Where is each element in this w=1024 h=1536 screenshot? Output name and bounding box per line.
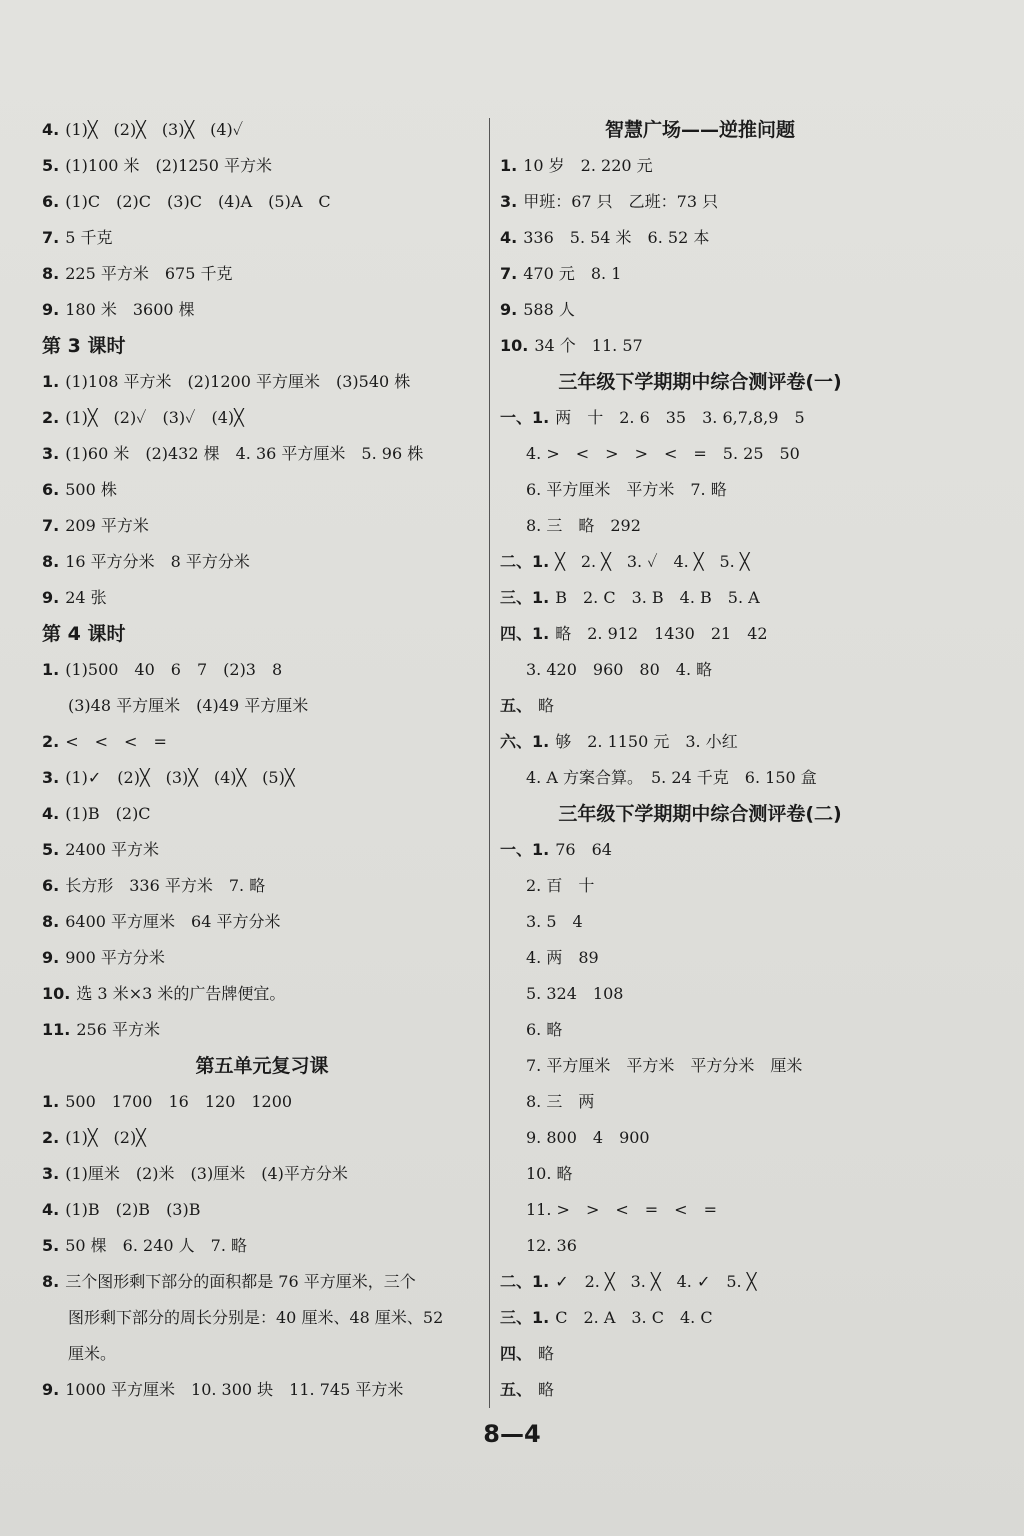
answer-line (500, 1264, 900, 1300)
section-heading: 三年级下学期期中综合测评卷(一) (558, 371, 842, 393)
answer-line (42, 112, 482, 148)
answer-line (42, 1012, 482, 1048)
answer-line (500, 256, 900, 292)
question-number: 5. (42, 840, 60, 859)
answer-line (42, 940, 482, 976)
question-number: 11. (42, 1020, 71, 1039)
answer-text: 选 3 米×3 米的广告牌便宜。 (76, 984, 286, 1003)
question-number: 二、1. (500, 1272, 550, 1291)
answer-continuation: 2. 百 十 (526, 876, 595, 895)
question-number: 3. (42, 1164, 60, 1183)
question-number: 一、1. (500, 408, 550, 427)
answer-continuation: 6. 略 (526, 1020, 563, 1039)
answer-text: 225 平方米 675 千克 (65, 264, 233, 283)
question-number: 5. (42, 156, 60, 175)
answer-text: (1)60 米 (2)432 棵 4. 36 平方厘米 5. 96 株 (65, 444, 424, 463)
answer-line (42, 868, 482, 904)
question-number: 1. (500, 156, 518, 175)
question-number: 1. (42, 372, 60, 391)
answer-line (42, 472, 482, 508)
answer-text: 34 个 11. 57 (534, 336, 643, 355)
left-column (42, 112, 482, 1408)
answer-line (42, 580, 482, 616)
question-number: 3. (500, 192, 518, 211)
answer-line (500, 724, 900, 760)
answer-line (500, 148, 900, 184)
answer-line (42, 652, 482, 688)
answer-line (42, 256, 482, 292)
question-number: 3. (42, 444, 60, 463)
section-heading: 智慧广场——逆推问题 (604, 119, 795, 141)
answer-continuation: 9. 800 4 900 (526, 1128, 650, 1147)
answer-text: 10 岁 2. 220 元 (523, 156, 653, 175)
page-number: 8—4 (483, 1420, 541, 1448)
question-number: 一、1. (500, 840, 550, 859)
answer-continuation: 图形剩下部分的周长分别是：40 厘米、48 厘米、52 (68, 1308, 444, 1327)
question-number: 四、1. (500, 624, 550, 643)
answer-text: 略 (538, 1344, 555, 1363)
answer-line (42, 1192, 482, 1228)
answer-text: 336 5. 54 米 6. 52 本 (523, 228, 710, 247)
question-number: 6. (42, 876, 60, 895)
question-number: 五、 (500, 1380, 533, 1399)
answer-text: < < < = (65, 732, 167, 751)
answer-continuation: 7. 平方厘米 平方米 平方分米 厘米 (526, 1056, 803, 1075)
answer-line (42, 508, 482, 544)
section-heading: 第 3 课时 (42, 335, 126, 357)
answer-line (42, 1228, 482, 1264)
answer-text: (1)╳ (2)✓ (3)✓ (4)╳ (65, 408, 244, 427)
answer-continuation: 8. 三 两 (526, 1092, 595, 1111)
answer-line (500, 580, 900, 616)
answer-text: 2400 平方米 (65, 840, 160, 859)
answer-line (500, 1372, 900, 1408)
question-number: 9. (42, 588, 60, 607)
question-number: 5. (42, 1236, 60, 1255)
answer-line (42, 976, 482, 1012)
answer-text: (1)╳ (2)╳ (3)╳ (4)✓ (65, 120, 244, 139)
answer-text: 6400 平方厘米 64 平方分米 (65, 912, 281, 931)
question-number: 4. (42, 120, 60, 139)
answer-line (500, 220, 900, 256)
answer-continuation: (3)48 平方厘米 (4)49 平方厘米 (68, 696, 309, 715)
answer-text: 三个图形剩下部分的面积都是 76 平方厘米，三个 (65, 1272, 416, 1291)
question-number: 4. (500, 228, 518, 247)
answer-text: 两 十 2. 6 35 3. 6,7,8,9 5 (555, 408, 805, 427)
question-number: 三、1. (500, 588, 550, 607)
answer-line (42, 1084, 482, 1120)
answer-line (500, 328, 900, 364)
question-number: 二、1. (500, 552, 550, 571)
right-column (500, 112, 900, 1408)
answer-line (42, 760, 482, 796)
answer-text: 500 1700 16 120 1200 (65, 1092, 293, 1111)
answer-continuation: 5. 324 108 (526, 984, 624, 1003)
answer-line (42, 832, 482, 868)
answer-text: 24 张 (65, 588, 107, 607)
answer-text: 略 (538, 1380, 555, 1399)
question-number: 8. (42, 1272, 60, 1291)
question-number: 三、1. (500, 1308, 550, 1327)
answer-line (42, 1120, 482, 1156)
answer-continuation: 8. 三 略 292 (526, 516, 641, 535)
answer-line (42, 544, 482, 580)
answer-continuation: 4. 两 89 (526, 948, 599, 967)
question-number: 8. (42, 912, 60, 931)
answer-line (500, 688, 900, 724)
answer-line (500, 616, 900, 652)
answer-text: (1)B (2)C (65, 804, 151, 823)
answer-text: 588 人 (523, 300, 575, 319)
answer-continuation: 6. 平方厘米 平方米 7. 略 (526, 480, 727, 499)
question-number: 9. (42, 1380, 60, 1399)
answer-text: 略 2. 912 1430 21 42 (555, 624, 768, 643)
answer-line (42, 292, 482, 328)
answer-continuation: 3. 420 960 80 4. 略 (526, 660, 713, 679)
question-number: 4. (42, 1200, 60, 1219)
question-number: 六、1. (500, 732, 550, 751)
answer-text: 256 平方米 (76, 1020, 160, 1039)
answer-line (42, 148, 482, 184)
answer-continuation: 3. 5 4 (526, 912, 583, 931)
answer-continuation: 10. 略 (526, 1164, 573, 1183)
answer-line (42, 796, 482, 832)
answer-line (42, 724, 482, 760)
question-number: 6. (42, 192, 60, 211)
question-number: 10. (500, 336, 529, 355)
answer-text: 76 64 (555, 840, 612, 859)
question-number: 7. (42, 228, 60, 247)
answer-text: B 2. C 3. B 4. B 5. A (555, 588, 760, 607)
answer-text: (1)B (2)B (3)B (65, 1200, 201, 1219)
section-heading: 第 4 课时 (42, 623, 126, 645)
answer-line (42, 1264, 482, 1300)
answer-line (42, 400, 482, 436)
answer-continuation: 4. > < > > < = 5. 25 50 (526, 444, 800, 463)
answer-line (500, 184, 900, 220)
question-number: 3. (42, 768, 60, 787)
question-number: 7. (500, 264, 518, 283)
answer-text: (1)108 平方米 (2)1200 平方厘米 (3)540 株 (65, 372, 411, 391)
answer-line (42, 184, 482, 220)
answer-text: (1)100 米 (2)1250 平方米 (65, 156, 272, 175)
answer-text: 5 千克 (65, 228, 113, 247)
answer-line (42, 220, 482, 256)
answer-text: ✓ 2. ╳ 3. ╳ 4. ✓ 5. ╳ (555, 1272, 757, 1291)
question-number: 8. (42, 264, 60, 283)
answer-line (42, 364, 482, 400)
answer-continuation: 11. > > < = < = (526, 1200, 717, 1219)
answer-text: 16 平方分米 8 平方分米 (65, 552, 250, 571)
answer-continuation: 厘米。 (68, 1344, 117, 1363)
question-number: 9. (500, 300, 518, 319)
question-number: 五、 (500, 696, 533, 715)
section-heading: 三年级下学期期中综合测评卷(二) (558, 803, 842, 825)
answer-line (42, 436, 482, 472)
answer-line (500, 292, 900, 328)
answer-text: 长方形 336 平方米 7. 略 (65, 876, 266, 895)
answer-text: 209 平方米 (65, 516, 149, 535)
answer-line (42, 904, 482, 940)
answer-text: (1)C (2)C (3)C (4)A (5)A C (65, 192, 331, 211)
question-number: 1. (42, 1092, 60, 1111)
answer-line (42, 1156, 482, 1192)
answer-text: 甲班：67 只 乙班：73 只 (523, 192, 719, 211)
question-number: 四、 (500, 1344, 533, 1363)
question-number: 2. (42, 732, 60, 751)
answer-text: 180 米 3600 棵 (65, 300, 195, 319)
answer-text: (1)厘米 (2)米 (3)厘米 (4)平方分米 (65, 1164, 348, 1183)
answer-line (42, 1372, 482, 1408)
column-divider (489, 118, 490, 1408)
answer-text: 500 株 (65, 480, 117, 499)
answer-line (500, 832, 900, 868)
question-number: 1. (42, 660, 60, 679)
answer-text: (1)✓ (2)╳ (3)╳ (4)╳ (5)╳ (65, 768, 295, 787)
question-number: 4. (42, 804, 60, 823)
answer-line (500, 544, 900, 580)
question-number: 9. (42, 300, 60, 319)
answer-text: (1)╳ (2)╳ (65, 1128, 146, 1147)
section-heading: 第五单元复习课 (195, 1055, 329, 1077)
question-number: 10. (42, 984, 71, 1003)
answer-line (500, 400, 900, 436)
answer-text: (1)500 40 6 7 (2)3 8 (65, 660, 283, 679)
answer-text: 470 元 8. 1 (523, 264, 622, 283)
question-number: 6. (42, 480, 60, 499)
answer-line (500, 1300, 900, 1336)
answer-text: 够 2. 1150 元 3. 小红 (555, 732, 738, 751)
question-number: 2. (42, 1128, 60, 1147)
answer-text: C 2. A 3. C 4. C (555, 1308, 713, 1327)
question-number: 7. (42, 516, 60, 535)
answer-text: 900 平方分米 (65, 948, 165, 967)
answer-text: ╳ 2. ╳ 3. ✓ 4. ╳ 5. ╳ (555, 552, 750, 571)
question-number: 9. (42, 948, 60, 967)
question-number: 2. (42, 408, 60, 427)
question-number: 8. (42, 552, 60, 571)
answer-continuation: 12. 36 (526, 1236, 577, 1255)
answer-text: 1000 平方厘米 10. 300 块 11. 745 平方米 (65, 1380, 404, 1399)
answer-continuation: 4. A 方案合算。 5. 24 千克 6. 150 盒 (526, 768, 817, 787)
answer-text: 略 (538, 696, 555, 715)
answer-text: 50 棵 6. 240 人 7. 略 (65, 1236, 247, 1255)
answer-line (500, 1336, 900, 1372)
